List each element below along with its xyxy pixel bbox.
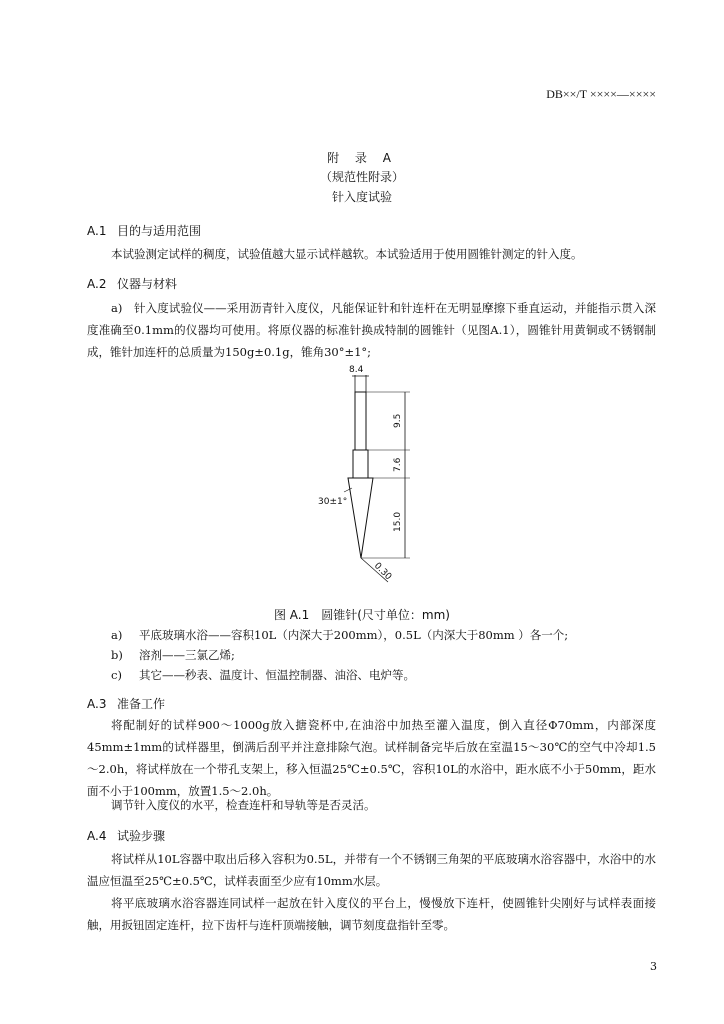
section-number: A.3 [87,697,107,711]
list-label: a) [111,628,123,642]
section-number: A.1 [87,224,107,238]
section-title: 仪器与材料 [117,277,178,291]
dim-upper: 9.5 [393,413,403,428]
list-item-b-solvent [111,647,235,663]
paragraph-a3-2: 调节针入度仪的水平，检查连杆和导轨等是否灵活。 [111,798,376,812]
section-title: 准备工作 [117,697,166,711]
list-text: 平底玻璃水浴——容积10L（内深大于200mm），0.5L（内深大于80mm ）各一个; [139,628,569,642]
document-code: DB××/T ××××—×××× [546,87,656,101]
section-title: 目的与适用范围 [117,224,202,238]
section-number: A.2 [87,277,107,291]
paragraph-a1-1: 本试验测定试样的稠度，试验值越大显示试样越软。本试验适用于使用圆锥针测定的针入度。 [111,247,583,261]
list-text: 溶剂——三氯乙烯; [139,648,235,662]
section-a1-heading [87,222,201,239]
list-label: b) [111,648,123,662]
section-a2-heading [87,275,177,292]
list-item-c-other [111,667,415,683]
page-number: 3 [650,960,657,973]
dim-lower: 15.0 [393,511,403,532]
list-label: c) [111,668,122,682]
paragraph-a4-1: 将试样从10L容器中取出后移入容积为0.5L，并带有一个不锈钢三角架的平底玻璃水浴容器中，水浴中的水温应恒温至25℃±0.5℃，试样表面至少应有10mm水层。 [87,852,656,888]
list-item-a-instrument: a) 针入度试验仪——采用沥青针入度仪，凡能保证针和针连杆在无明显摩擦下垂直运动，并能指示贯入深度准确至0.1mm的仪器均可使用。将原仪器的标准针换成特制的圆锥针（见图A.1），圆锥针用黄铜或不锈钢制成，锥针加连杆的总质量为150g±0.1g，锥角30°±1°; [87,301,656,359]
section-a3-heading [87,695,165,712]
appendix-name: 针入度试验 [331,190,392,204]
figure-caption: 图 A.1 圆锥针(尺寸单位：mm) [273,608,450,622]
paragraph-a3-1: 将配制好的试样900～1000g放入搪瓷杯中,在油浴中加热至灌入温度，倒入直径Φ70mm，内部深度45mm±1mm的试样器里，倒满后刮平并注意排除气泡。试样制备完毕后放在室温15～30℃的空气中冷却1.5～2.0h，将试样放在一个带孔支架上，移入恒温25℃±0.5℃，容积10L的水浴中，距水底不小于50mm，距水面不小于100mm，放置1.5～2.0h。 [87,718,656,798]
dim-tip: 0.30 [371,561,394,583]
section-a4-heading [87,827,165,844]
list-item-a-water-bath [111,627,568,643]
dim-angle: 30±1° [318,497,348,507]
paragraph-a4-2: 将平底玻璃水浴容器连同试样一起放在针入度仪的平台上，慢慢放下连杆，使圆锥针尖刚好与试样表面接触，用扳钮固定连杆，拉下齿杆与连杆顶端接触，调节刻度盘指针至零。 [87,896,656,932]
appendix-title: 附 录 A [327,151,397,165]
list-text: 其它——秒表、温度计、恒温控制器、油浴、电炉等。 [139,668,415,682]
appendix-type: （规范性附录） [319,170,404,184]
cone-needle-figure [300,360,430,595]
section-number: A.4 [87,829,107,843]
dim-top-width: 8.4 [349,365,364,375]
section-title: 试验步骤 [117,829,166,843]
dim-middle: 7.6 [393,457,403,472]
